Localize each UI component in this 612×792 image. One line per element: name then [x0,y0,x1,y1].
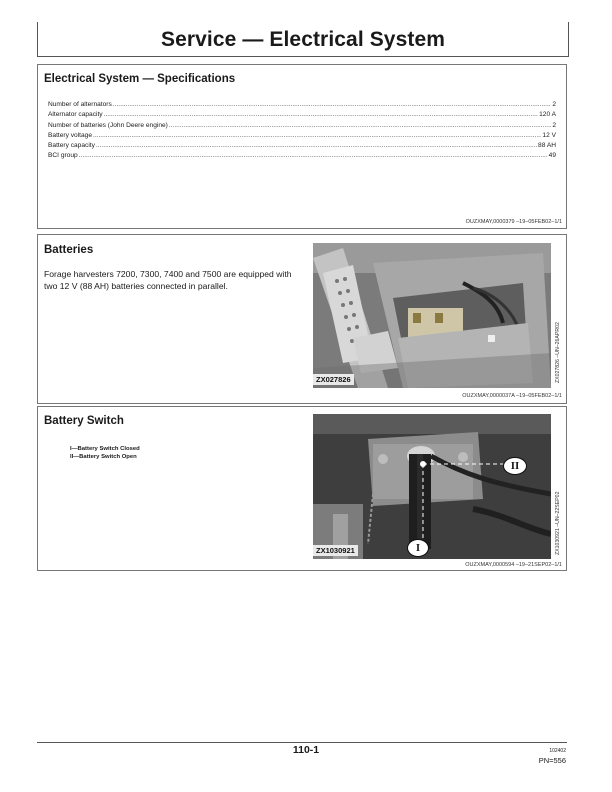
dot-leader [93,131,541,141]
spec-value: 120 A [539,111,556,119]
dot-leader [113,100,552,110]
dot-leader [96,141,537,151]
specifications-section [37,64,567,229]
battery-compartment-photo [313,243,551,388]
photo-id: ZX1030921 –UN–22SEP02 [555,491,561,555]
spec-row [48,131,556,141]
callout-closed: I [407,539,429,557]
legend-item-closed: I—Battery Switch Closed [70,446,140,452]
specifications-list [48,100,556,162]
spec-value: 88 AH [538,142,556,150]
page-title: Service — Electrical System [160,28,446,51]
spec-row [48,121,556,131]
dot-leader [104,110,539,120]
page-number: 110-1 [292,744,320,756]
page-header [37,22,569,57]
spec-label: Number of alternators [48,101,112,108]
batteries-heading: Batteries [44,244,94,256]
dot-leader [79,151,548,161]
spec-label: BCI group [48,152,78,160]
battery-switch-photo [313,414,551,559]
batteries-section [37,234,567,404]
spec-value: 49 [548,152,556,160]
spec-row [48,110,556,120]
battery-switch-section [37,406,567,571]
reference-code: OUZXMAY,0000594 –19–21SEP02–1/1 [465,562,562,568]
spec-value: 2 [552,121,556,129]
specifications-heading: Electrical System — Specifications [44,73,236,85]
spec-label: Battery voltage [48,131,92,139]
spec-label: Battery capacity [48,142,95,150]
spec-value: 2 [552,101,556,108]
footer-date: 102402 [549,748,566,754]
spec-label: Alternator capacity [48,111,103,119]
spec-row [48,151,556,161]
spec-row [48,100,556,110]
dot-leader [169,121,551,131]
legend-item-open: II—Battery Switch Open [70,454,137,461]
photo-tag: ZX027826 [313,374,354,385]
photo-id: ZX027826 –UN–26APR02 [555,322,561,383]
spec-label: Number of batteries (John Deere engine) [48,121,168,129]
footer-divider [37,742,567,743]
reference-code: OUZXMAY,0000037A –19–05FEB02–1/1 [462,393,562,399]
legend [70,445,140,462]
footer-pn: PN=556 [538,756,566,765]
photo-tag: ZX1030921 [313,545,358,556]
spec-value: 12 V [542,131,556,139]
spec-row [48,141,556,151]
batteries-description: Forage harvesters 7200, 7300, 7400 and 7500 are equipped with two 12 V (88 AH) batteries connected in parallel. [44,269,292,291]
battery-switch-heading: Battery Switch [44,415,124,427]
callout-open: II [503,457,527,475]
reference-code: OUZXMAY,0000379 –19–05FEB02–1/1 [465,219,562,225]
